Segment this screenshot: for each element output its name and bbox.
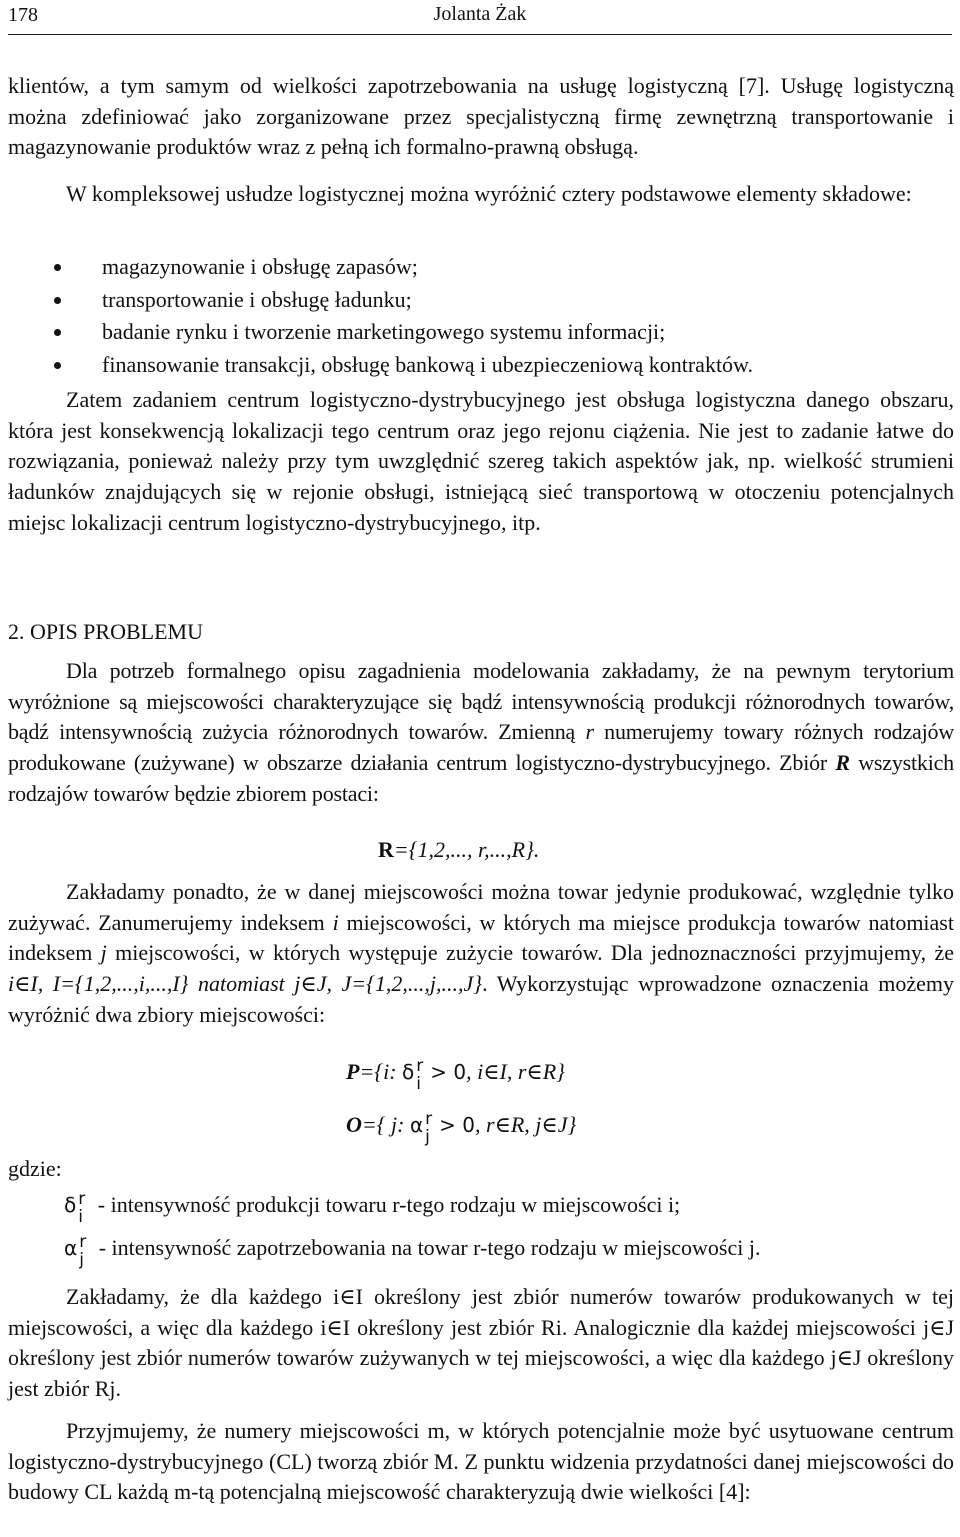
list-item: finansowanie transakcji, obsługę bankową i ubezpieczeniową kontraktów. (54, 349, 753, 382)
text-run: . Wykorzystując wprowadzone oznaczenia możemy wyróżnić dwa zbiory miejscowości: (8, 971, 954, 1027)
list-item: badanie rynku i tworzenie marketingowego systemu informacji; (54, 316, 753, 349)
running-head-author: Jolanta Żak (433, 3, 527, 25)
subscript: j (79, 1250, 84, 1270)
formula-set-O (346, 1109, 577, 1147)
index-j: j (100, 940, 107, 966)
formula-open: ={ j: (361, 1112, 410, 1137)
paragraph-locations: Przyjmujemy, że numery miejscowości m, w których potencjalnie może być usytuowane centrum logistyczno-dystrybucyjnego (CL) tworzą zbiór M. Z punktu widzenia przydatności danej miejscowości do budowy CL każdą m-tą potencjalną miejscowość charakteryzują dwie wielkości [4]: (8, 1418, 954, 1505)
set-R: R (835, 750, 850, 776)
page-header (8, 0, 952, 35)
definition-delta (64, 1189, 681, 1227)
formula-open: ={i: (359, 1059, 403, 1084)
formula-rhs: ={1,2,..., r,...,R}. (393, 837, 540, 862)
subscript: j (425, 1127, 430, 1147)
where-label: gdzie: (8, 1156, 62, 1181)
index-i: i (332, 909, 339, 935)
definition-text: - intensywność zapotrzebowania na towar r-tego rodzaju w miejscowości j. (93, 1235, 761, 1260)
delta-symbol: δ (402, 1060, 415, 1084)
text-run: wszystkich rodzajów towarów będzie zbiorem postaci: (8, 750, 954, 806)
condition: > 0 (439, 1113, 476, 1137)
alpha-symbol: α (64, 1236, 78, 1260)
formula-lhs: P (346, 1059, 360, 1084)
formula-lhs: O (346, 1112, 362, 1137)
index-sets: i∈I, I={1,2,...,i,...,I} natomiast j∈J, J={1,2,...,j,...,J} (8, 971, 483, 997)
page-number: 178 (8, 4, 38, 26)
paragraph-intro: klientów, a tym samym od wielkości zapotrzebowania na usługę logistyczną [7]. Usługę logistyczną można zdefiniować jako zorganizowane przez specjalistyczną firmę zewnętrzną transportowanie i magazynowanie produktów wraz z pełną ich formalno-prawną obsługą. (8, 73, 954, 160)
bullet-list (54, 251, 753, 381)
formula-set-R (378, 835, 539, 865)
list-item: transportowanie i obsługę ładunku; (54, 284, 753, 317)
formula-set-P (346, 1056, 565, 1094)
paragraph-problem (8, 656, 954, 810)
definition-text: - intensywność produkcji towaru r-tego rodzaju w miejscowości i; (92, 1192, 681, 1217)
paragraph-task: Zatem zadaniem centrum logistyczno-dystrybucyjnego jest obsługa logistyczna danego obszaru, która jest konsekwencją lokalizacji tego centrum oraz jego rejonu ciążenia. Nie jest to zadanie łatwe do rozwiązania, ponieważ należy przy tym uwzględnić szereg takich aspektów jak, np. wielkość strumieni ładunków znajdujących się w rejonie obsługi, istniejącą sieć transportową w otoczeniu potencjalnych miejsc lokalizacji centrum logistyczno-dystrybucyjnego, itp. (8, 387, 954, 535)
delta-symbol: δ (64, 1193, 77, 1217)
text-run: miejscowości, w których ma miejsce produkcja towarów natomiast indeksem (8, 909, 954, 966)
text-run: numerujemy towary różnych rodzajów produkowane (zużywane) w obszarze działania centrum logistyczno-dystrybucyjnego. Zbiór (8, 719, 955, 776)
paragraph-elements: W kompleksowej usłudze logistycznej można wyróżnić cztery podstawowe elementy składowe: (66, 181, 912, 206)
text-run: miejscowości, w których występuje zużycie towarów. Dla jednoznaczności przyjmujemy, że (106, 940, 954, 966)
subscript: i (416, 1074, 422, 1094)
formula-rest: , r∈R, j∈J} (475, 1112, 577, 1137)
superscript: r (425, 1109, 433, 1129)
text-run: Zakładamy ponadto, że w danej miejscowości można towar jedynie produkować, względnie tylko zużywać. Zanumerujemy indeksem (8, 879, 954, 935)
section-heading: 2. OPIS PROBLEMU (8, 619, 203, 644)
text-run: Dla potrzeb formalnego opisu zagadnienia modelowania zakładamy, że na pewnym terytorium wyróżnione są miejscowości charakteryzujące się bądź intensywnością produkcji różnorodnych towarów, bądź intensywnością zużycia różnorodnych towarów. Zmienną (8, 658, 954, 745)
paragraph-sets: Zakładamy, że dla każdego i∈I określony jest zbiór numerów towarów produkowanych w tej miejscowości, a więc dla każdego i∈I określony jest zbiór Ri. Analogicznie dla każdej miejscowości j∈J określony jest zbiór numerów towarów zużywanych w tej miejscowości, a więc dla każdego j∈J określony jest zbiór Rj. (8, 1284, 954, 1402)
alpha-symbol: α (409, 1113, 424, 1137)
definition-alpha (64, 1232, 761, 1270)
list-item: magazynowanie i obsługę zapasów; (54, 251, 753, 284)
superscript: r (416, 1056, 424, 1076)
formula-lhs: R (378, 837, 394, 862)
subscript: i (78, 1207, 83, 1227)
paragraph-assumptions (8, 877, 954, 1031)
formula-rest: , i∈I, r∈R} (466, 1059, 565, 1084)
superscript: r (79, 1232, 87, 1252)
condition: > 0 (430, 1060, 467, 1084)
superscript: r (78, 1189, 86, 1209)
variable-r: r (585, 719, 594, 745)
